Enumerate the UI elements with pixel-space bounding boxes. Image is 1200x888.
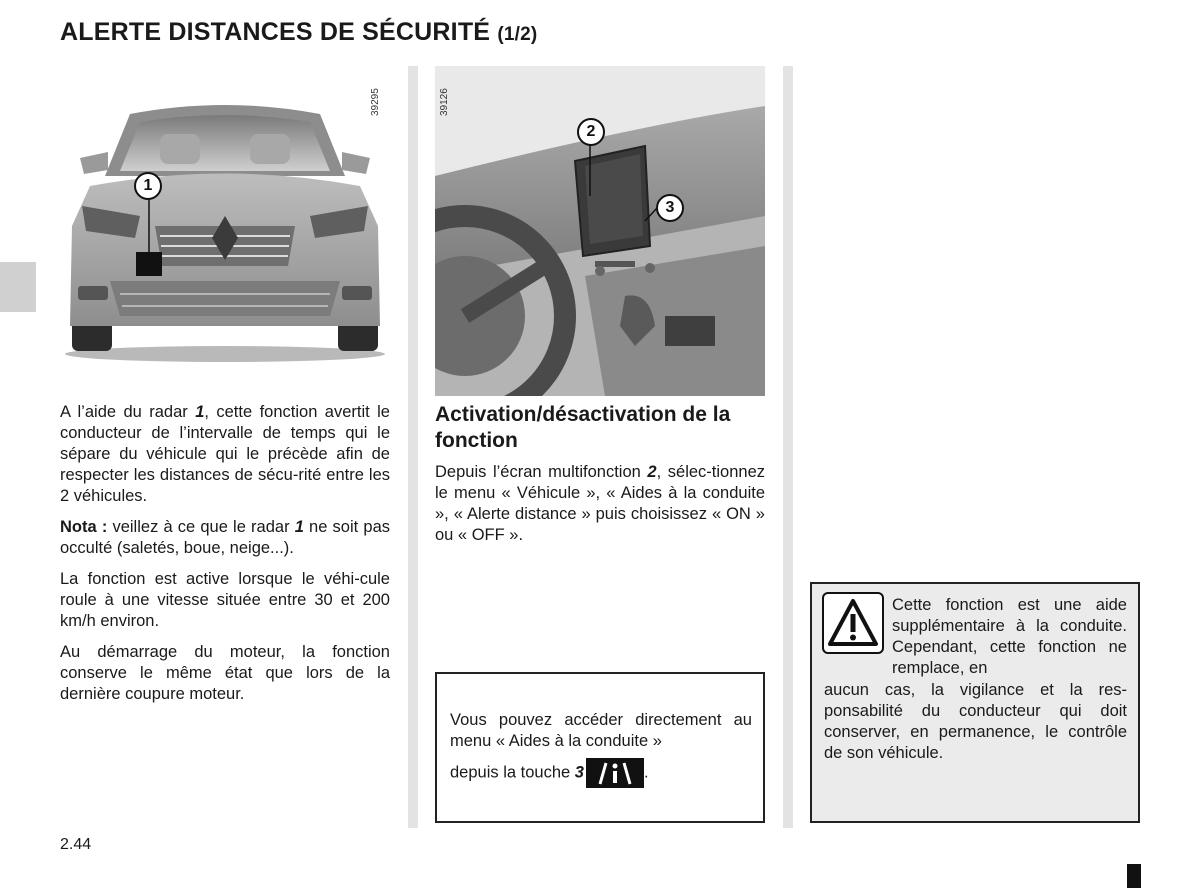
activation-paragraph <box>435 462 765 546</box>
figure-ref-right: 39126 <box>439 88 450 116</box>
dashboard-figure <box>435 66 765 396</box>
warning-text-bottom: aucun cas, la vigilance et la res-ponsabilité du conducteur qui doit conserver, en permanence, le contrôle de son véhicule. <box>824 681 1127 762</box>
radar-marker <box>136 252 162 276</box>
activation-part-a: Depuis l’écran multifonction <box>435 463 648 481</box>
warning-box <box>810 582 1140 823</box>
note-paragraph <box>60 517 390 559</box>
page-number: 2.44 <box>60 836 92 853</box>
warning-text-top: Cette fonction est une aide supplémentaire à la conduite. Cependant, cette fonction ne remplace, en <box>892 596 1127 677</box>
screen-ref-2: 2 <box>647 463 657 481</box>
figure-ref-left: 39295 <box>370 88 381 116</box>
left-text-column <box>60 402 390 715</box>
car-front-illustration <box>60 66 390 366</box>
callout-2: 2 <box>577 118 605 146</box>
page-title <box>60 18 537 47</box>
callout-3: 3 <box>656 194 684 222</box>
note-label: Nota : <box>60 518 108 536</box>
shortcut-key-end: . <box>643 763 649 782</box>
dashboard-illustration <box>435 66 765 396</box>
section-tab <box>0 262 36 312</box>
activation-part-b: , sélec-tionnez le menu « Véhicule », « Aides à la conduite », « Alerte distance » puis choisissez « ON » ou « OFF ». <box>435 463 765 544</box>
car-front-figure <box>60 66 390 366</box>
radar-ref-1: 1 <box>195 403 205 421</box>
driving-aids-key-icon <box>586 758 644 788</box>
engine-start-paragraph: Au démarrage du moteur, la fonction conserve le même état que lors de la dernière coupure moteur. <box>60 643 390 703</box>
note-radar-ref: 1 <box>294 518 304 536</box>
radar-description <box>60 402 390 507</box>
radar-desc-part-a: A l’aide du radar <box>60 403 196 421</box>
middle-text-column <box>435 402 765 556</box>
key-ref-3: 3 <box>574 763 584 782</box>
activation-heading: Activation/désactivation de la fonction <box>435 403 731 452</box>
callout-1: 1 <box>134 172 162 200</box>
page-edge-marker <box>1127 864 1141 888</box>
speed-range-paragraph: La fonction est active lorsque le véhi-cule roule à une vitesse située entre 30 et 200 km/h environ. <box>60 570 390 630</box>
shortcut-info-text: Vous pouvez accéder directement au menu « Aides à la conduite » <box>450 711 752 750</box>
note-part-a: veillez à ce que le radar <box>107 518 295 536</box>
page-title-main: ALERTE DISTANCES DE SÉCURITÉ <box>60 18 491 46</box>
note-part-b: ne soit pas occulté (saletés, boue, neige...). <box>60 518 390 557</box>
page-title-part: (1/2) <box>497 24 538 45</box>
column-separator-right <box>783 66 793 828</box>
shortcut-info-box <box>435 672 765 823</box>
radar-desc-part-b: , cette fonction avertit le conducteur de l’intervalle de temps qui le sépare du véhicule qui le précède afin de respecter les distances de sécu-rité entre les 2 véhicules. <box>60 403 390 505</box>
shortcut-key-line <box>450 758 752 788</box>
column-separator-left <box>408 66 418 828</box>
shortcut-key-prefix: depuis la touche <box>450 763 575 782</box>
warning-triangle-icon <box>822 592 884 654</box>
